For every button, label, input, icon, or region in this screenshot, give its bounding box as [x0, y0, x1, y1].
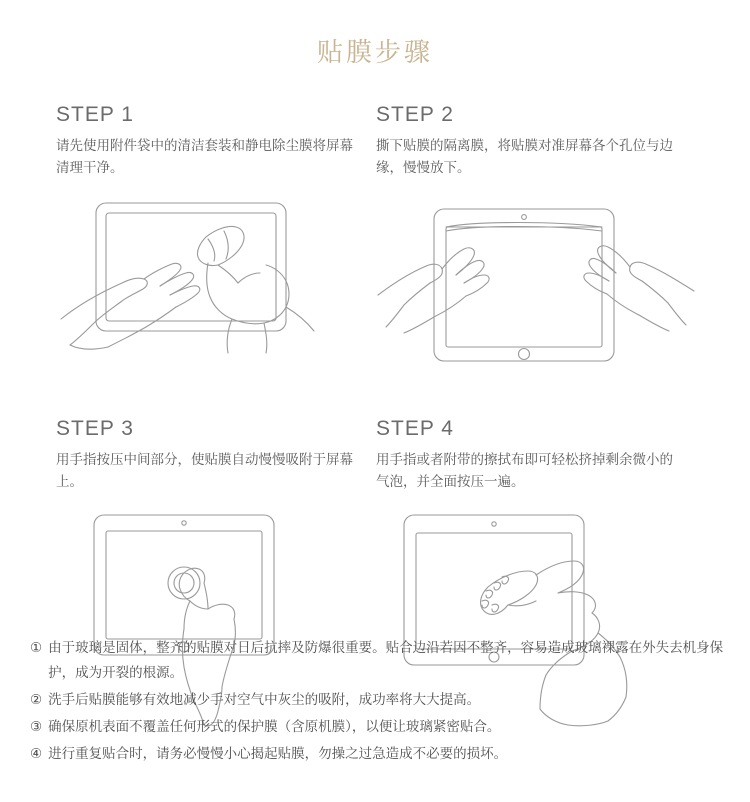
note-item — [30, 687, 724, 712]
notes-list — [30, 635, 724, 768]
note-item — [30, 714, 724, 739]
note-text: 进行重复贴合时，请务必慢慢小心揭起贴膜，勿操之过急造成不必要的损坏。 — [48, 746, 508, 761]
step-card-1 — [56, 103, 376, 391]
right-hand-icon — [584, 246, 694, 331]
page-title: 贴膜步骤 — [316, 37, 433, 67]
step-description: 用手指按压中间部分，使贴膜自动慢慢吸附于屏幕上。 — [56, 452, 353, 489]
note-text: 由于玻璃是固体，整齐的贴膜对日后抗摔及防爆很重要。贴合边沿若因不整齐，容易造成玻璃裸露在外失去机身保护，成为开裂的根源。 — [48, 640, 724, 680]
note-item — [30, 741, 724, 766]
note-number: ④ — [30, 746, 43, 761]
step-label: STEP 1 — [56, 103, 134, 126]
step-illustration-1 — [56, 191, 376, 391]
note-item — [30, 635, 724, 685]
cleaning-cloth-icon — [197, 226, 244, 265]
tablet-outline-icon — [434, 209, 614, 361]
step-illustration-2 — [376, 191, 696, 391]
tablet-outline-icon — [94, 515, 274, 655]
left-hand-icon — [61, 263, 200, 349]
step-label: STEP 4 — [376, 417, 454, 440]
press-ripple-icon — [168, 567, 200, 599]
step-description: 撕下贴膜的隔离膜，将贴膜对准屏幕各个孔位与边缘，慢慢放下。 — [376, 138, 673, 175]
step-description: 用手指或者附带的擦拭布即可轻松挤掉剩余微小的气泡，并全面按压一遍。 — [376, 452, 673, 489]
step-label: STEP 2 — [376, 103, 454, 126]
note-number: ③ — [30, 719, 43, 734]
wiping-cloth-icon — [481, 571, 538, 614]
tablet-outline-icon — [96, 203, 286, 331]
note-number: ② — [30, 692, 43, 707]
note-number: ① — [30, 640, 43, 655]
step-card-2 — [376, 103, 696, 391]
note-text: 确保原机表面不覆盖任何形式的保护膜（含原机膜），以便让玻璃紧密贴合。 — [48, 719, 501, 734]
step-description: 请先使用附件袋中的清洁套装和静电除尘膜将屏幕清理干净。 — [56, 138, 353, 175]
right-hand-icon — [207, 263, 314, 353]
note-text: 洗手后贴膜能够有效地减少手对空气中灰尘的吸附，成功率将大大提高。 — [48, 692, 481, 707]
step-label: STEP 3 — [56, 417, 134, 440]
